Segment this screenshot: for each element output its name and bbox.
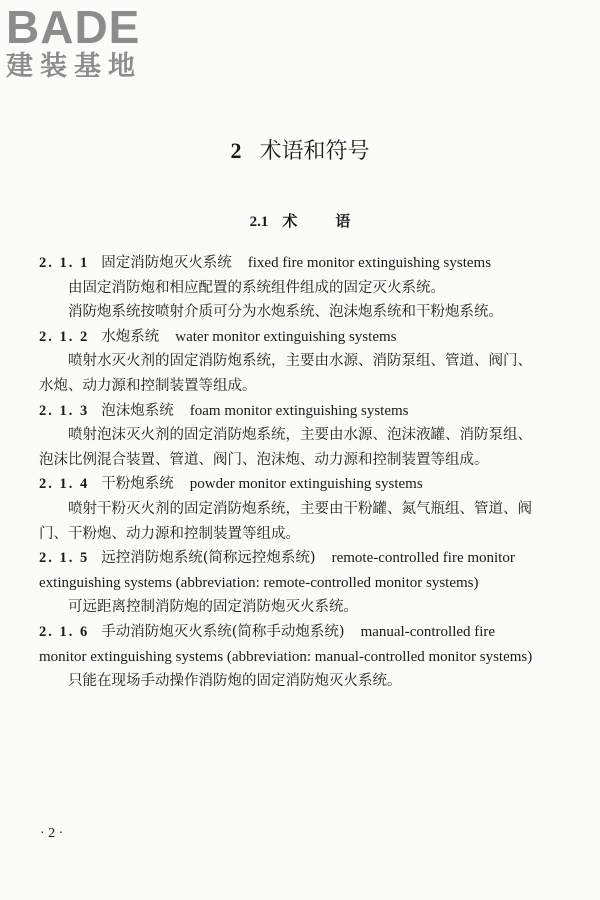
chapter-heading: [0, 134, 600, 165]
term-name-cn: 水炮系统: [101, 328, 160, 345]
bade-logo: [6, 1, 176, 84]
term-code: 2. 1. 6: [39, 623, 90, 640]
term-name-en: powder monitor extinguishing systems: [189, 476, 423, 493]
logo-subtitle: 建装基地: [6, 51, 142, 82]
section-number: 2.1: [249, 214, 269, 230]
term-name-cn: 固定消防炮灭火系统: [101, 255, 232, 271]
terms-list: [39, 251, 545, 694]
term-heading: [39, 251, 545, 276]
term-code: 2. 1. 4: [39, 476, 90, 493]
term-name-en: remote-controlled fire monitor extinguishing systems (abbreviation: remote-controlled monitor systems): [39, 550, 515, 591]
term-definition: 喷射干粉灭火剂的固定消防炮系统，主要由干粉罐、氮气瓶组、管道、阀门、干粉炮、动力源和控制装置等组成。: [39, 500, 532, 542]
term-name-cn: 手动消防炮灭火系统(简称手动炮系统): [101, 623, 345, 640]
term-name-cn: 远控消防炮系统(简称远控炮系统): [101, 550, 316, 567]
term-heading: [39, 472, 545, 497]
term-code: 2. 1. 5: [39, 550, 90, 567]
term-2-1-3: [39, 399, 545, 473]
term-name-en: manual-controlled fire monitor extinguishing systems (abbreviation: manual-controlled monitor systems): [39, 623, 533, 665]
term-definition: 只能在现场手动操作消防炮的固定消防炮灭火系统。: [68, 673, 402, 690]
term-name-en: water monitor extinguishing systems: [175, 328, 397, 345]
term-2-1-4: [39, 472, 545, 546]
term-heading: [39, 325, 545, 350]
chapter-number: 2: [230, 138, 242, 163]
term-name-cn: 泡沫炮系统: [101, 402, 174, 419]
section-title-part-2: 语: [335, 212, 351, 230]
logo-wordmark: BADE: [6, 1, 141, 53]
term-name-cn: 干粉炮系统: [101, 476, 174, 493]
term-2-1-6: [39, 620, 545, 694]
term-heading: [39, 399, 545, 424]
section-title-part-1: 术: [282, 212, 298, 230]
section-heading: [0, 210, 600, 231]
term-code: 2. 1. 2: [39, 328, 90, 345]
term-2-1-2: [39, 325, 545, 399]
term-2-1-1: [39, 251, 545, 325]
chapter-title: 术语和符号: [259, 139, 370, 164]
term-code: 2. 1. 3: [39, 402, 90, 419]
term-2-1-5: [39, 546, 545, 620]
term-heading: [39, 546, 545, 595]
term-definition: 可远距离控制消防炮的固定消防炮灭火系统。: [68, 599, 358, 616]
page-number: · 2 ·: [40, 826, 64, 841]
term-definition: 消防炮系统按喷射介质可分为水炮系统、泡沫炮系统和干粉炮系统。: [68, 304, 503, 321]
term-definition: 喷射泡沫灭火剂的固定消防炮系统，主要由水源、泡沫液罐、消防泵组、泡沫比例混合装置、管道、阀门、泡沫炮、动力源和控制装置等组成。: [39, 427, 532, 468]
term-definition: 喷射水灭火剂的固定消防炮系统，主要由水源、消防泵组、管道、阀门、水炮、动力源和控制装置等组成。: [39, 353, 532, 394]
term-heading: [39, 620, 545, 669]
term-name-en: fixed fire monitor extinguishing systems: [247, 255, 492, 271]
term-code: 2. 1. 1: [39, 255, 90, 271]
term-name-en: foam monitor extinguishing systems: [189, 402, 409, 419]
term-definition: 由固定消防炮和相应配置的系统组件组成的固定灭火系统。: [68, 279, 445, 296]
